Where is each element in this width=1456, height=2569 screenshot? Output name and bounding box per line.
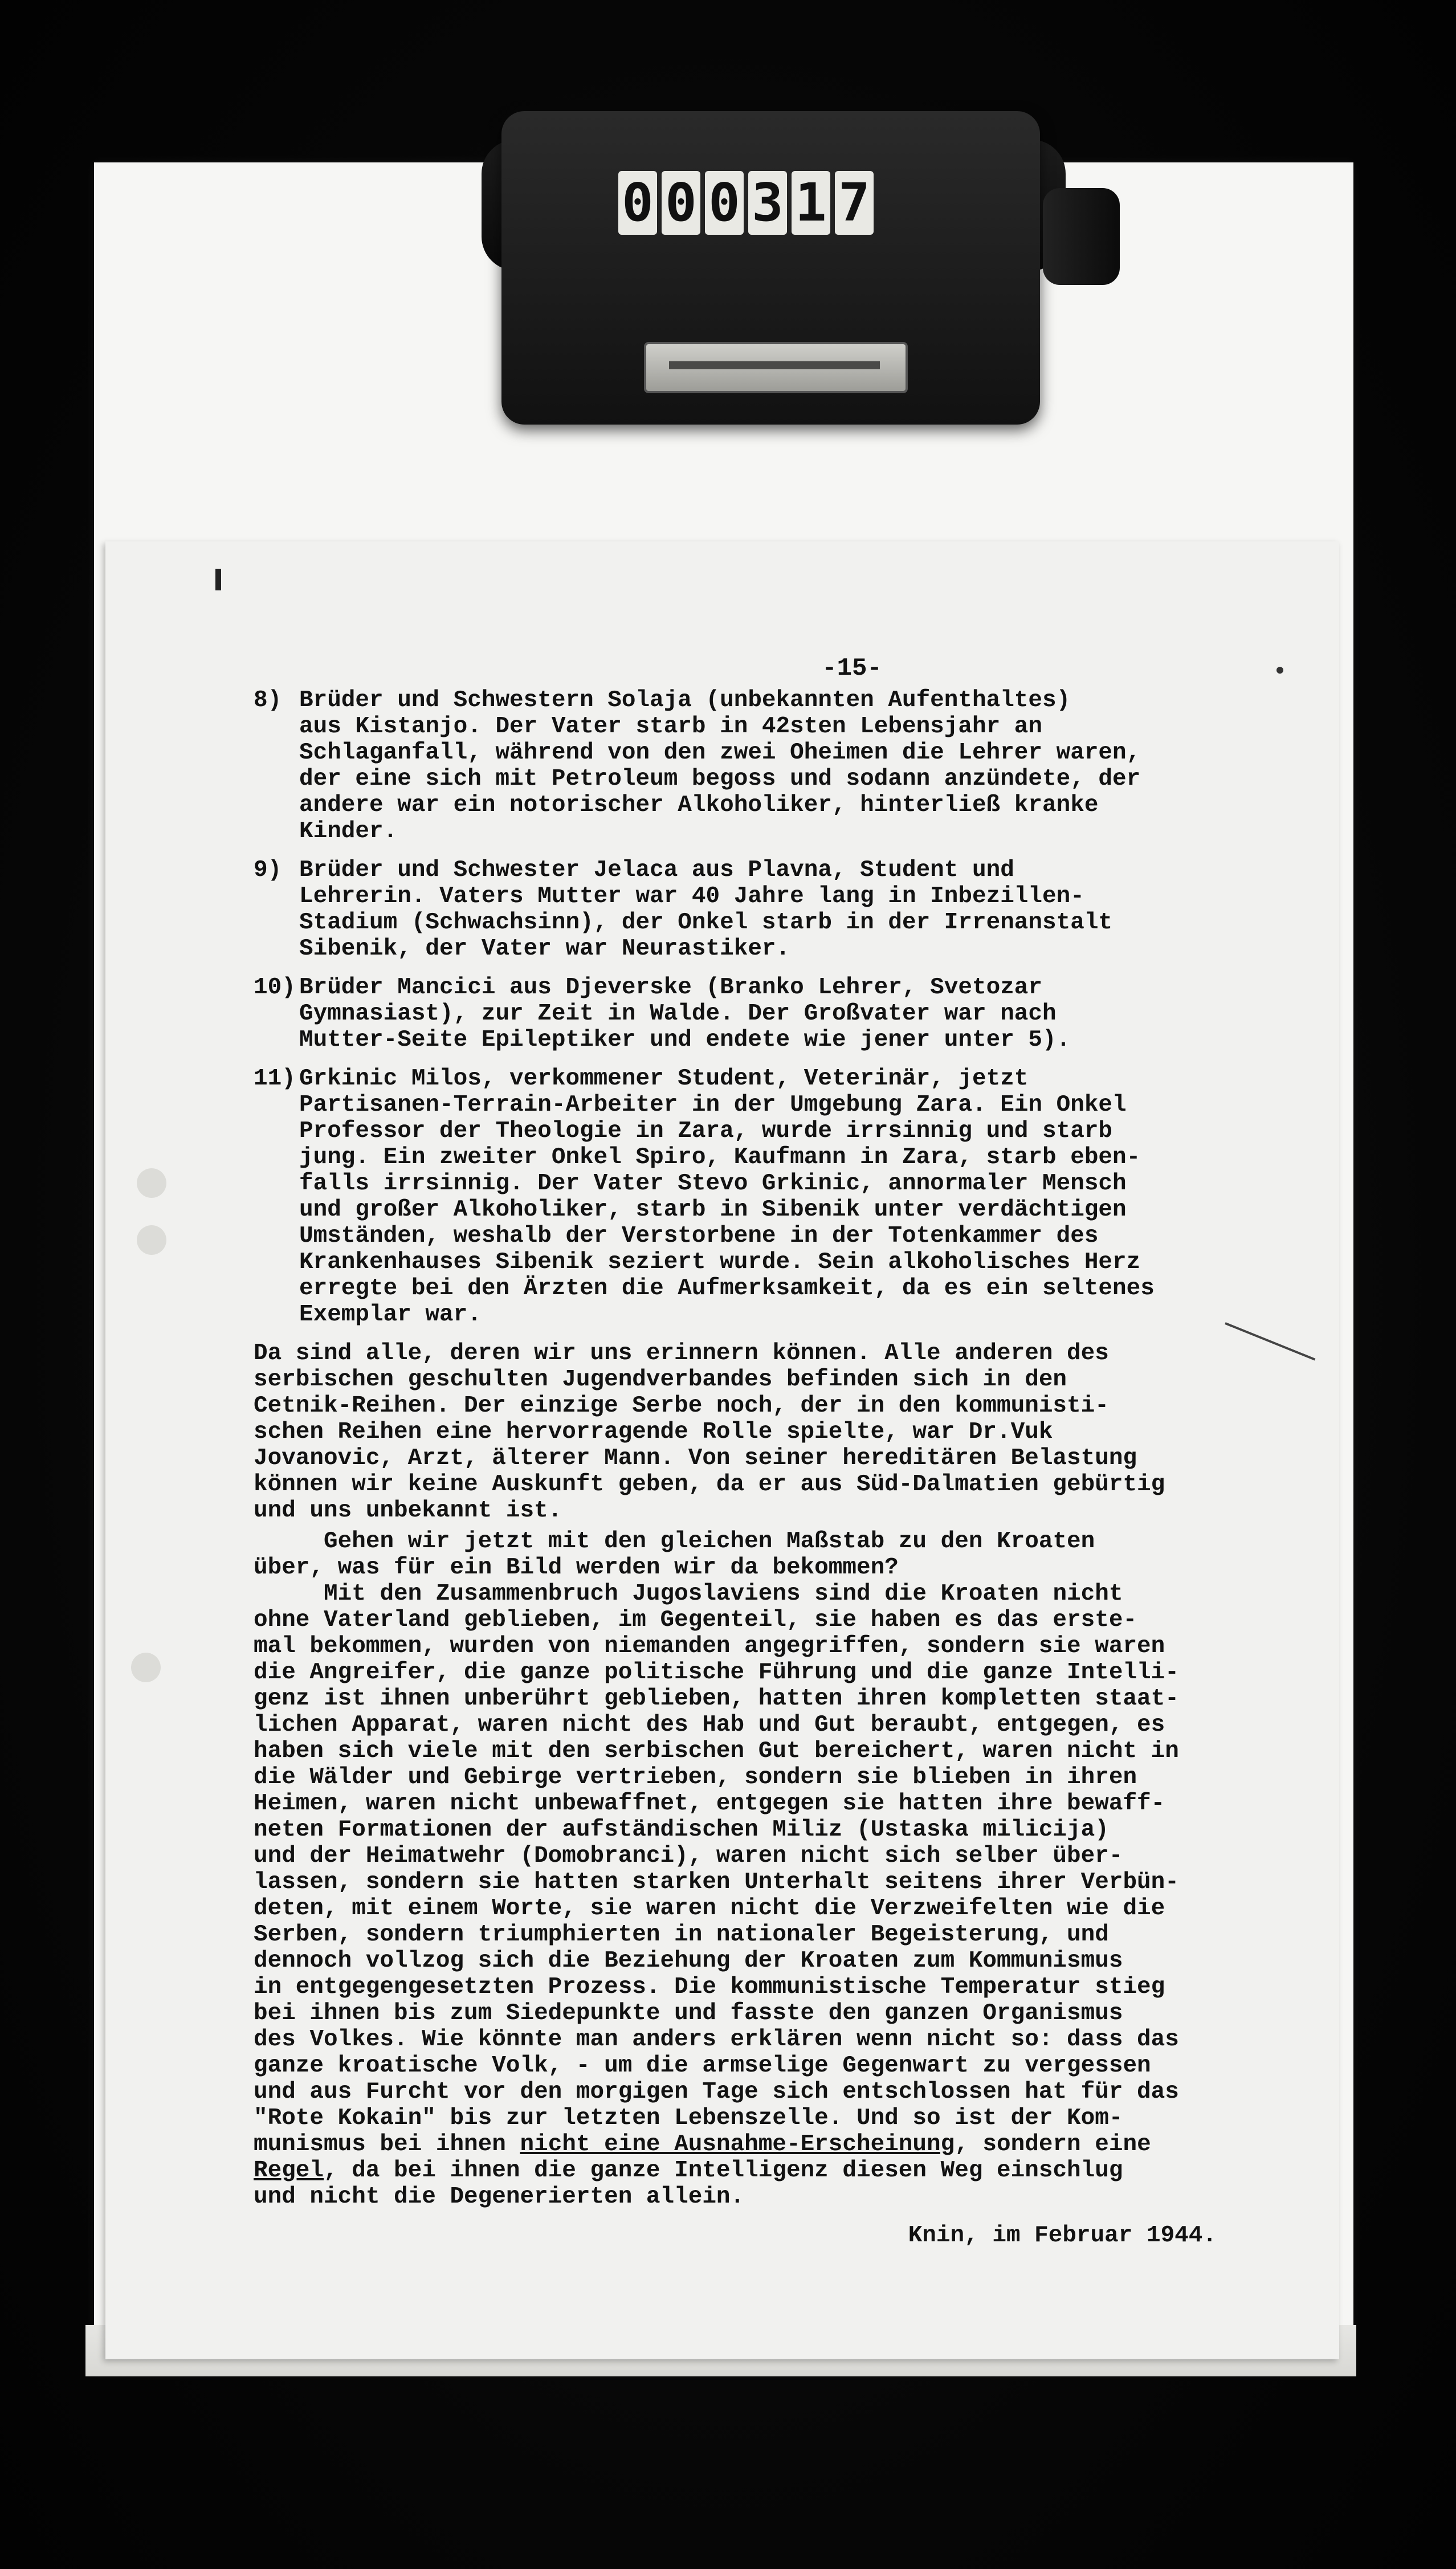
counter-digit: 0 bbox=[662, 171, 700, 235]
punch-hole bbox=[131, 1653, 161, 1682]
list-item-text: Brüder Mancici aus Djeverske (Branko Lehrer, Svetozar Gymnasiast), zur Zeit in Walde. Der Großvater war nach Mutter-Seite Epileptiker und endete wie jener unter 5). bbox=[299, 974, 1071, 1053]
place-date-signoff: Knin, im Februar 1944. bbox=[908, 2223, 1217, 2249]
paragraph-text: Gehen wir jetzt mit den gleichen Maßstab zu den Kroaten über, was für ein Bild werden wir da bekommen? Mit den Zusammenbruch Jugoslaviens sind die Kroaten nicht ohne Vaterland geblieben, im Gegenteil, sie haben es das erste- mal bekommen, wurden von niemanden angegriffen, sondern sie waren die Angreifer, die ganze politische Führung und die ganze Intelli- genz ist ihnen unberührt geblieben, hatten ihren kompletten staat- lichen Apparat, waren nicht des Hab und Gut beraubt, entgegen, es haben sich viele mit den serbischen Gut bereichert, waren nicht in die Wälder und Gebirge vertrieben, sondern sie blieben in ihren Heimen, waren nicht unbewaffnet, entgegen sie hatten ihre bewaff- neten Formationen der aufständischen Miliz (Ustaska milicija) und der Heimatwehr (Domobranci), waren nicht sich selber über- lassen, sondern sie hatten starken Unterhalt seitens ihrer Verbün- deten, mit einem Worte, sie waren nicht die Verzweifelten wie die Serben, sondern triumphierten in nationaler Begeisterung, und dennoch vollzog sich die Beziehung der Kroaten zum Kommunismus in entgegengesetzten Prozess. Die kommunistische Temperatur stieg bei ihnen bis zum Siedepunkte und fasste den ganzen Organismus des Volkes. Wie könnte man anders erklären wenn nicht so: dass das ganze kroatische Volk, - um die armselige Gegenwart zu vergessen und aus Furcht vor den morgigen Tage sich entschlossen hat für das "Rote Kokain" bis zur letzten Lebenszelle. Und so ist der Kom- munismus bei ihnen bbox=[254, 1528, 1179, 2158]
paragraph: Da sind alle, deren wir uns erinnern können. Alle anderen des serbischen geschulten Jugendverbandes befinden sich in den Cetnik-Reihen. Der einzige Serbe noch, der in den kommunisti- schen Reihen eine hervorragende Rolle spielte, war Dr.Vuk Jovanovic, Arzt, älterer Mann. Von seiner hereditären Belastung können wir keine Auskunft geben, da er aus Süd-Dalmatien gebürtig und uns unbekannt ist. bbox=[254, 1340, 1165, 1524]
counter-digit: 0 bbox=[618, 171, 657, 235]
list-item-number: 10) bbox=[254, 974, 296, 1001]
paper-mark bbox=[215, 569, 221, 590]
list-item-number: 11) bbox=[254, 1066, 296, 1092]
frame-counter-digits bbox=[618, 171, 874, 239]
list-item-text: Grkinic Milos, verkommener Student, Veterinär, jetzt Partisanen-Terrain-Arbeiter in der Umgebung Zara. Ein Onkel Professor der Theologie in Zara, wurde irrsinnig und starb jung. Ein zweiter Onkel Spiro, Kaufmann in Zara, starb eben- falls irrsinnig. Der Vater Stevo Grkinic, annormaler Mensch und großer Alkoholiker, starb in Sibenik unter verdächtigen Umständen, weshalb der Verstorbene in der Totenkammer des Krankenhauses Sibenik seziert wurde. Sein alkoholisches Herz erregte bei den Ärzten die Aufmerksamkeit, da es ein seltenes Exemplar war. bbox=[299, 1066, 1155, 1328]
underlined-text: Regel bbox=[254, 2158, 324, 2184]
punch-hole bbox=[137, 1225, 166, 1255]
counter-digit: 7 bbox=[835, 171, 874, 235]
underlined-text: nicht eine Ausnahme-Erscheinung bbox=[520, 2131, 955, 2158]
counter-knob bbox=[1043, 188, 1120, 285]
list-item-number: 9) bbox=[254, 857, 282, 883]
page-number: -15- bbox=[822, 654, 882, 683]
paragraph-text: , da bei ihnen die ganze Intelligenz diesen Weg einschlug und nicht die Degenerierten allein. bbox=[254, 2158, 1123, 2210]
counter-plate bbox=[644, 342, 908, 393]
counter-digit: 1 bbox=[792, 171, 830, 235]
list-item bbox=[254, 857, 1325, 962]
list-item bbox=[254, 974, 1325, 1053]
counter-digit: 0 bbox=[705, 171, 744, 235]
typewritten-text bbox=[254, 655, 1325, 2249]
punch-hole bbox=[137, 1168, 166, 1198]
counter-digit: 3 bbox=[748, 171, 787, 235]
list-item-text: Brüder und Schwester Jelaca aus Plavna, Student und Lehrerin. Vaters Mutter war 40 Jahre lang in Inbezillen- Stadium (Schwachsinn), der Onkel starb in der Irrenanstalt Sibenik, der Vater war Neurastiker. bbox=[299, 857, 1113, 962]
paragraph-text: , sondern eine bbox=[955, 2131, 1151, 2158]
counter-plate-slot bbox=[669, 361, 880, 369]
list-item bbox=[254, 687, 1325, 845]
paragraph bbox=[254, 1528, 1325, 2210]
list-item-text: Brüder und Schwestern Solaja (unbekannten Aufenthaltes) aus Kistanjo. Der Vater starb in 42sten Lebensjahr an Schlaganfall, während von den zwei Oheimen die Lehrer waren, der eine sich mit Petroleum begoss und sodann anzündete, der andere war ein notorischer Alkoholiker, hinterließ kranke Kinder. bbox=[299, 687, 1141, 845]
list-item-number: 8) bbox=[254, 687, 282, 713]
list-item bbox=[254, 1066, 1325, 1328]
